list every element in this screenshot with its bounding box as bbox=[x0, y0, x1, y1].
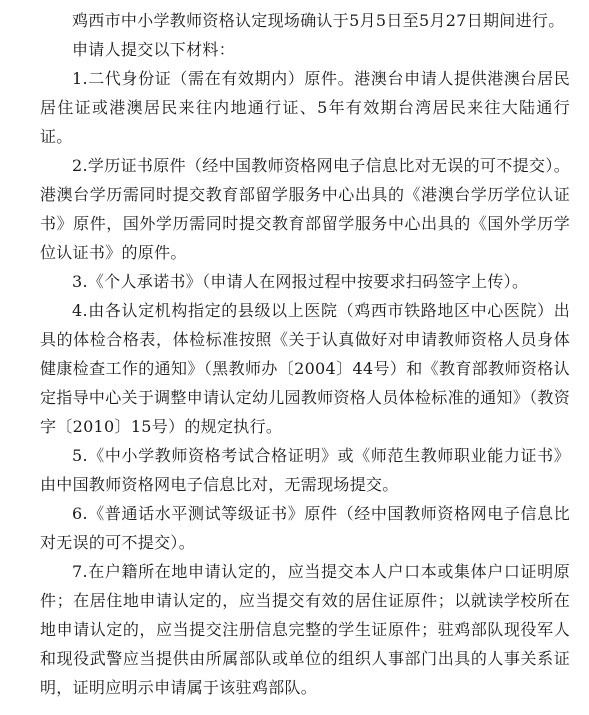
intro-paragraph: 鸡西市中小学教师资格认定现场确认于5月5日至5月27日期间进行。 bbox=[72, 11, 565, 30]
material-item-5: 5.《中小学教师资格考试合格证明》或《师范生教师职业能力证书》由中国教师资格网电子信息比对，无需现场提交。 bbox=[40, 446, 570, 494]
material-item-1: 1.二代身份证（需在有效期内）原件。港澳台申请人提供港澳台居民居住证或港澳居民来往内地通行证、5年有效期台湾居民来往大陆通行证。 bbox=[40, 69, 570, 146]
materials-heading: 申请人提交以下材料： bbox=[72, 40, 236, 59]
material-item-4: 4.由各认定机构指定的县级以上医院（鸡西市铁路地区中心医院）出具的体检合格表，体检标准按照《关于认真做好对申请教师资格人员身体健康检查工作的通知》（黑教师办〔2004〕44号）和《教育部教师资格认定指导中心关于调整申请认定幼儿园教师资格人员体检标准的通知》（教资字〔2010〕15号）的规定执行。 bbox=[40, 301, 570, 436]
material-item-3: 3.《个人承诺书》（申请人在网报过程中按要求扫码签字上传）。 bbox=[72, 272, 529, 291]
material-item-6: 6.《普通话水平测试等级证书》原件（经中国教师资格网电子信息比对无误的可不提交）。 bbox=[40, 504, 570, 552]
material-item-2: 2.学历证书原件（经中国教师资格网电子信息比对无误的可不提交）。港澳台学历需同时提交教育部留学服务中心出具的《港澳台学历学位认证书》原件，国外学历需同时提交教育部留学服务中心出具的《国外学历学位认证书》的原件。 bbox=[40, 156, 570, 262]
material-item-7: 7.在户籍所在地申请认定的，应当提交本人户口本或集体户口证明原件；在居住地申请认定的，应当提交有效的居住证原件；以就读学校所在地申请认定的，应当提交注册信息完整的学生证原件；驻鸡部队现役军人和现役武警应当提供由所属部队或单位的组织人事部门出具的人事关系证明，证明应明示申请属于该驻鸡部队。 bbox=[40, 562, 570, 697]
document-body bbox=[40, 6, 570, 702]
